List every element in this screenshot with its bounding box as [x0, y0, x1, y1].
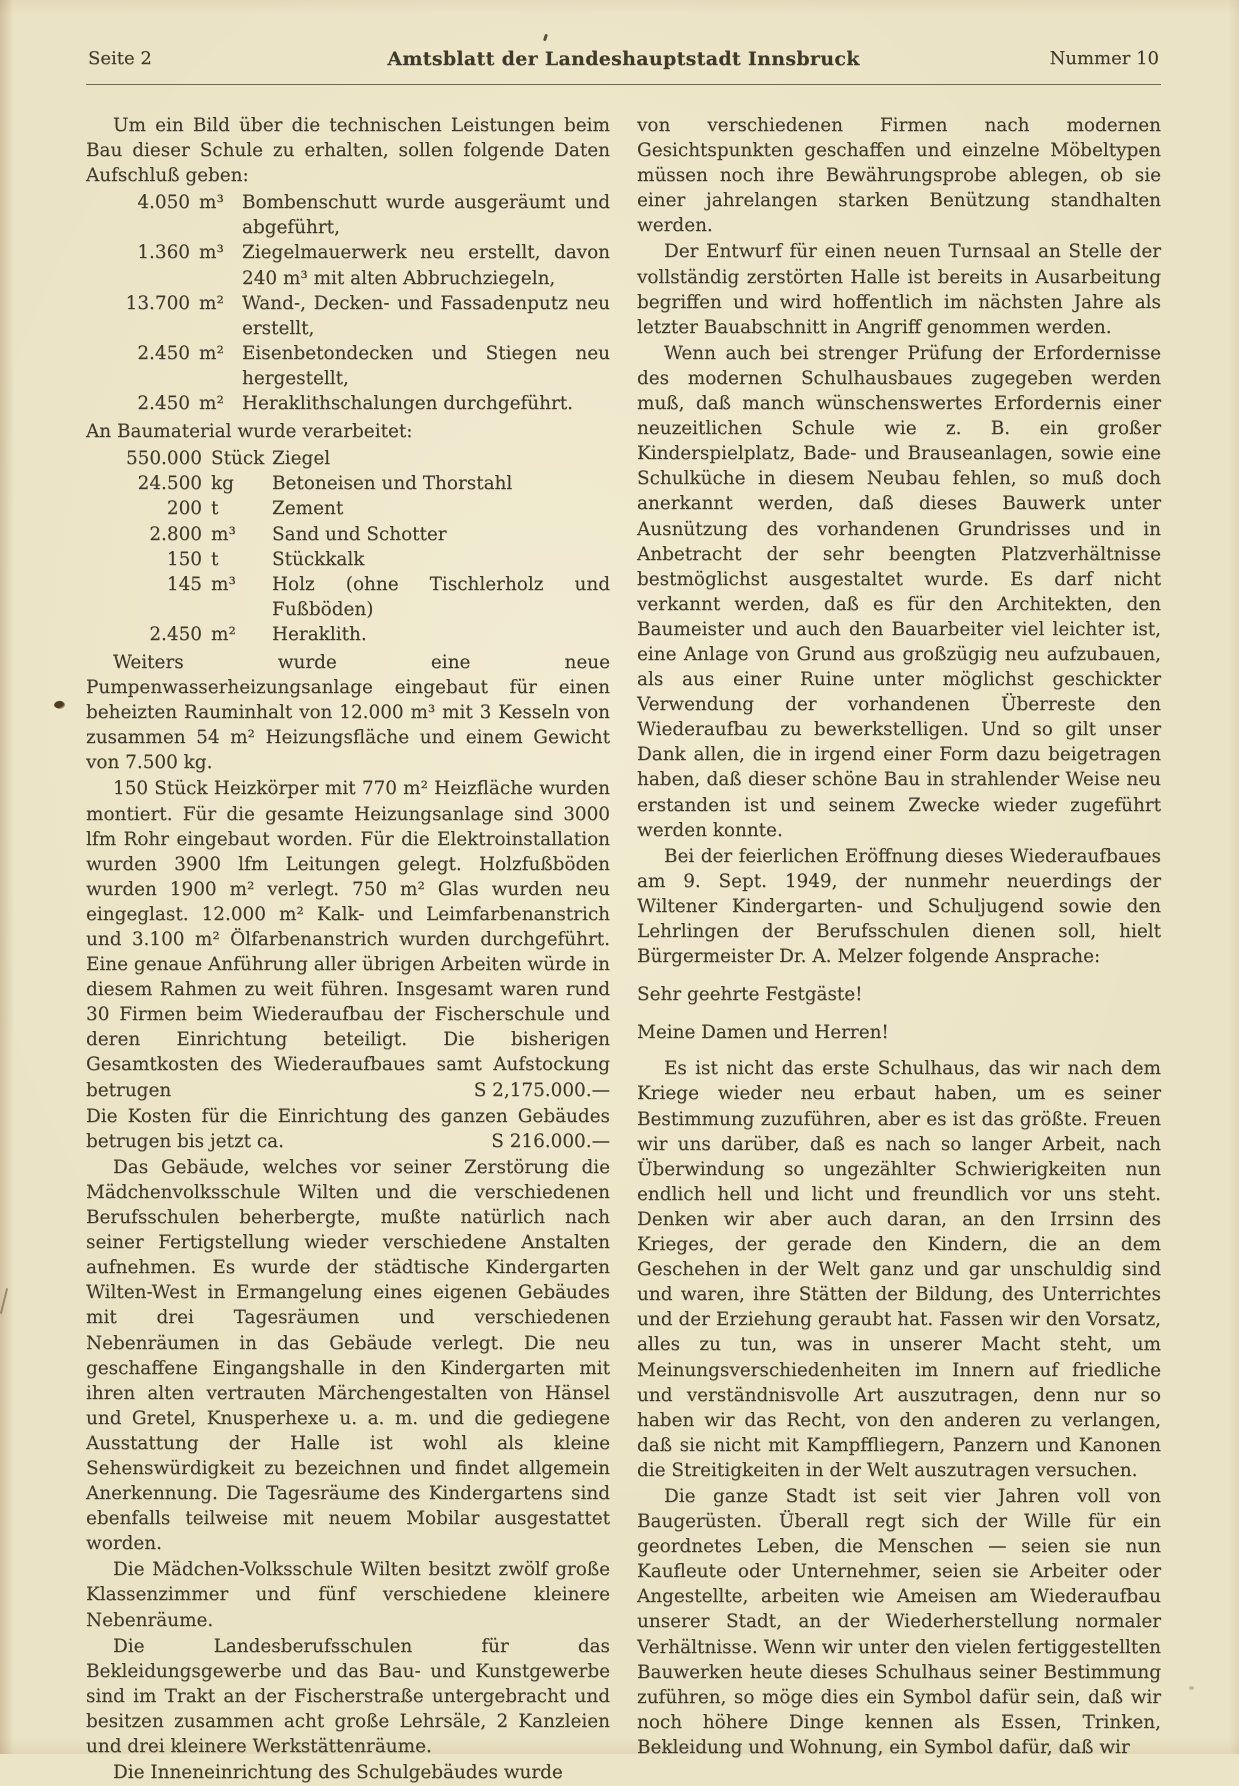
stat-row	[86, 341, 610, 391]
material-row	[86, 547, 610, 572]
material-row	[86, 471, 610, 496]
material-quantity: 2.450	[149, 623, 202, 645]
paragraph: Bei der feierlichen Eröffnung dieses Wiederaufbaues am 9. Sept. 1949, der nunmehr neuerdings der Wiltener Kindergarten- und Schuljugend sowie den Lehrlingen der Berufsschulen dienen soll, hielt Bürgermeister Dr. A. Melzer folgende Ansprache:	[637, 845, 1161, 968]
material-quantity: 550.000	[125, 448, 202, 470]
paragraph-text: Die Kosten für die Einrichtung des ganzen Gebäudes betrugen bis jetzt ca.	[86, 1105, 610, 1152]
material-description: Heraklith.	[272, 623, 367, 645]
stat-quantity: 13.700	[125, 292, 190, 314]
material-unit: Stück	[211, 448, 265, 470]
material-description: Zement	[272, 498, 344, 520]
stat-unit: m²	[199, 393, 224, 415]
paper-speck	[0, 1288, 8, 1314]
paragraph: Die Mädchen-Volksschule Wilten besitzt zwölf große Klassenzimmer und fünf verschiedene kleinere Nebenräume.	[86, 1559, 610, 1631]
paragraph: Es ist nicht das erste Schulhaus, das wir nach dem Kriege wieder neu erbaut haben, um es seiner Bestimmung zuzuführen, aber es ist das größte. Freuen wir uns darüber, daß es nach so langer Arbeit, nach Überwindung so ungezählter Schwierigkeiten nun endlich hell und licht und freundlich vor uns steht. Denken wir aber auch daran, an den Irrsinn des Krieges, der gerade den Kindern, die an dem Geschehen in der Welt ganz und gar unschuldig sind und waren, ihre Stätten der Bildung, des Unterrichtes und der Erziehung geraubt hat. Fassen wir den Vorsatz, alles zu tun, was in unserer Macht steht, um Meinungsverschiedenheiten im Innern auf friedliche und verständnisvolle Art auszutragen, denn nur so haben wir das Recht, von den anderen zu verlangen, daß sie nicht mit Kampffliegern, Panzern und Kanonen die Streitigkeiten in der Welt auszutragen versuchen.	[637, 1058, 1161, 1481]
material-unit: t	[211, 548, 219, 570]
salutation: Meine Damen und Herren!	[637, 1022, 889, 1044]
material-unit: kg	[211, 473, 234, 495]
stat-quantity: 2.450	[137, 393, 190, 415]
material-unit: t	[211, 498, 219, 520]
stat-quantity: 4.050	[137, 192, 190, 214]
paragraph: Das Gebäude, welches vor seiner Zerstörung die Mädchenvolksschule Wilten und die verschiedenen Berufsschulen beherbergte, mußte natürlich nach seiner Fertigstellung wieder verschiedene Anstalten aufnehmen. Es wurde der städtische Kindergarten Wilten-West in Ermangelung eines eigenen Gebäudes mit drei Tagesräumen und verschiedenen Nebenräumen in das Gebäude verlegt. Die neu geschaffene Eingangshalle in den Kindergarten mit ihren alten vertrauten Märchengestalten von Hänsel und Gretel, Knusperhexe u. a. m. und die gediegene Ausstattung der Halle ist wohl als kleine Sehenswürdigkeit zu bezeichnen und findet allgemein Anerkennung. Die Tagesräume des Kindergartens sind ebenfalls teilweise mit neuem Mobilar ausgestattet worden.	[86, 1156, 610, 1555]
material-quantity: 2.800	[149, 523, 202, 545]
material-unit: m²	[211, 623, 236, 645]
material-row	[86, 572, 610, 622]
left-column	[86, 113, 610, 1786]
material-row	[86, 496, 610, 521]
material-quantity: 150	[166, 548, 202, 570]
material-quantity: 200	[166, 498, 202, 520]
paragraph-text: 150 Stück Heizkörper mit 770 m² Heizfläche wurden montiert. Für die gesamte Heizungsanlage sind 3000 lfm Rohr eingebaut worden. Für die Elektroinstallation wurden 3900 lfm Leitungen gelegt. Holzfußböden wurden 1900 m² verlegt. 750 m² Glas wurden neu eingeglast. 12.000 m² Kalk- und Leimfarbenanstrich und 3.100 m² Ölfarbenanstrich wurden durchgeführt. Eine genaue Anführung aller übrigen Arbeiten würde in diesem Rahmen zu weit führen. Insgesamt waren rund 30 Firmen beim Wiederaufbau der Fischerschule und deren Einrichtung beteiligt. Die bisherigen Gesamtkosten des Wiederaufbaues samt Aufstockung betrugen	[86, 778, 610, 1101]
paragraph	[86, 1104, 610, 1154]
material-unit: m³	[211, 573, 236, 595]
material-description: Betoneisen und Thorstahl	[272, 473, 513, 495]
material-description: Ziegel	[272, 448, 331, 470]
paragraph: von verschiedenen Firmen nach modernen Gesichtspunkten geschaffen und einzelne Möbeltypen müssen noch ihre Bewährungsprobe ablegen, ob sie einer jahrelangen starken Benützung standhalten werden.	[637, 115, 1161, 237]
intro-paragraph: Um ein Bild über die technischen Leistungen beim Bau dieser Schule zu erhalten, sollen folgende Daten Aufschluß geben:	[86, 115, 610, 187]
salutation: Sehr geehrte Festgäste!	[637, 984, 863, 1006]
stat-quantity: 2.450	[137, 342, 190, 364]
material-description: Holz (ohne Tischlerholz und Fußböden)	[272, 573, 610, 620]
paragraph: Weiters wurde eine neue Pumpenwasserheizungsanlage eingebaut für einen beheizten Rauminhalt von 12.000 m³ mit 3 Kesseln von zusammen 54 m² Heizungsfläche und einem Gewicht von 7.500 kg.	[86, 651, 610, 774]
stat-description: Heraklithschalungen durchgeführt.	[242, 393, 574, 415]
stat-row	[86, 240, 610, 290]
stat-unit: m³	[199, 192, 224, 214]
material-description: Sand und Schotter	[272, 523, 447, 545]
stat-description: Eisenbetondecken und Stiegen neu hergestellt,	[242, 342, 610, 389]
material-row	[86, 622, 610, 647]
stat-row	[86, 190, 610, 240]
material-quantity: 24.500	[137, 473, 202, 495]
paragraph: Wenn auch bei strenger Prüfung der Erfordernisse des modernen Schulhausbaues zugegeben werden muß, daß manch wünschenswertes Erfordernis einer neuzeitlichen Schule wie z. B. ein großer Kinderspielplatz, Bade- und Brauseanlagen, sowie eine Schulküche in diesem Neubau fehlen, so muß doch anerkannt werden, daß dieses Bauwerk unter Ausnützung des vorhandenen Grundrisses und in Anbetracht der sehr beengten Platzverhältnisse bestmöglichst ausgestaltet wurde. Es darf nicht verkannt werden, daß es für den Architekten, den Baumeister und auch den Bauarbeiter viel leichter ist, eine Anlage von Grund aus großzügig neu aufzubauen, als aus einer Ruine unter möglichst geschickter Verwendung der vorhandenen Überreste den Wiederaufbau zu bewerkstelligen. Und so gilt unser Dank allen, die in irgend einer Form dazu beigetragen haben, daß dieser schöne Bau in strahlender Weise neu erstanden ist und seinem Zwecke wieder zugeführt werden konnte.	[637, 342, 1161, 841]
construction-stats-list	[86, 190, 610, 416]
header-rule	[86, 84, 1161, 85]
cost-amount: S 2,175.000.—	[473, 1079, 610, 1101]
material-row	[86, 522, 610, 547]
stat-unit: m²	[199, 342, 224, 364]
stat-row	[86, 391, 610, 416]
materials-list	[86, 446, 610, 647]
stat-unit: m³	[199, 242, 224, 264]
material-unit: m³	[211, 523, 236, 545]
materials-heading: An Baumaterial wurde verarbeitet:	[86, 421, 413, 443]
stat-description: Wand-, Decken- und Fassadenputz neu erstellt,	[242, 292, 610, 339]
paper-speck	[1189, 1686, 1194, 1690]
stat-description: Ziegelmauerwerk neu erstellt, davon 240 m³ mit alten Abbruchziegeln,	[242, 242, 610, 289]
stat-row	[86, 291, 610, 341]
page-header	[86, 48, 1161, 78]
cost-amount: S 216.000.—	[491, 1130, 610, 1152]
material-row	[86, 446, 610, 471]
paragraph: Der Entwurf für einen neuen Turnsaal an Stelle der vollständig zerstörten Halle ist bereits in Ausarbeitung begriffen und wird hoffentlich im nächsten Jahre als letzter Bauabschnitt in Angriff genommen werden.	[637, 241, 1161, 338]
paragraph	[86, 776, 610, 1102]
paragraph: Die Inneneinrichtung des Schulgebäudes wurde	[113, 1762, 563, 1784]
article-body	[86, 113, 1161, 1786]
material-description: Stückkalk	[272, 548, 365, 570]
right-column	[637, 113, 1161, 1786]
page-number: Seite 2	[88, 48, 152, 69]
newspaper-title: Amtsblatt der Landeshauptstadt Innsbruck	[387, 48, 860, 70]
paper-speck	[53, 700, 64, 709]
stat-quantity: 1.360	[137, 242, 190, 264]
paragraph: Die ganze Stadt ist seit vier Jahren voll von Baugerüsten. Überall regt sich der Wille für ein geordnetes Leben, die Menschen — seien sie nun Kaufleute oder Unternehmer, seien sie Arbeiter oder Angestellte, arbeiten wie Ameisen am Wiederaufbau unserer Stadt, an der Wiederherstellung normaler Verhältnisse. Wenn wir unter den vielen fertiggestellten Bauwerken heute dieses Schulhaus seiner Bestimmung zuführen, so möge dies ein Symbol dafür sein, daß wir noch höhere Dinge kennen als Essen, Trinken, Bekleidung und Wohnung, ein Symbol dafür, daß wir	[637, 1485, 1161, 1758]
paper-speck	[543, 34, 548, 42]
issue-number: Nummer 10	[1049, 48, 1159, 69]
paragraph: Die Landesberufsschulen für das Bekleidungsgewerbe und das Bau- und Kunstgewerbe sind im Trakt an der Fischerstraße untergebracht und besitzen zusammen acht große Lehrsäle, 2 Kanzleien und drei kleinere Werkstättenräume.	[86, 1635, 610, 1757]
stat-description: Bombenschutt wurde ausgeräumt und abgeführt,	[242, 192, 610, 239]
material-quantity: 145	[166, 573, 202, 595]
stat-unit: m²	[199, 292, 224, 314]
